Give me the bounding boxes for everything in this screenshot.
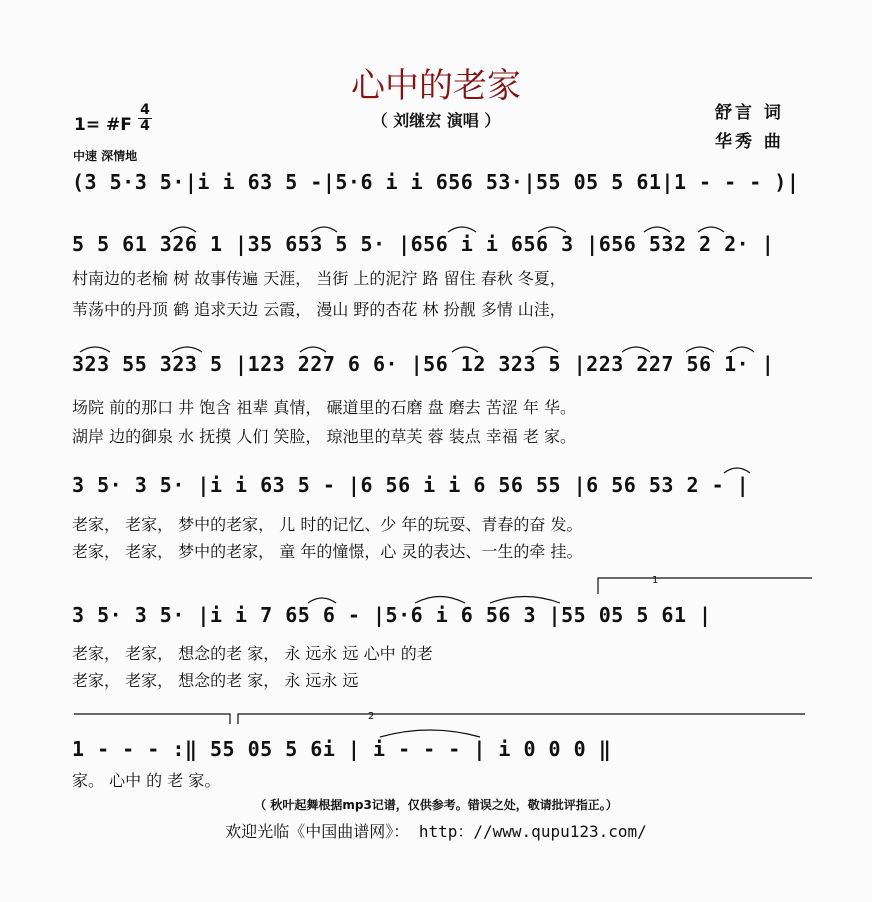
- volta-bracket-1-end: [74, 714, 230, 724]
- lyric-line-2-verse-2: 湖岸 边的御泉 水 抚摸 人们 笑脸， 琼池里的草芙 蓉 装点 幸福 老 家。: [72, 427, 576, 446]
- time-signature-bottom: 4: [140, 118, 150, 134]
- lyric-line-4-verse-1: 老家， 老家， 想念的老 家， 永 远永 远 心中 的老: [72, 644, 433, 663]
- tempo-marking: 中速 深情地: [73, 149, 138, 163]
- slur-mark: [538, 227, 566, 232]
- slur-mark: [170, 227, 196, 232]
- transcription-note: （ 秋叶起舞根据mp3记谱，仅供参考。错误之处，敬请批评指正。）: [254, 798, 618, 812]
- lyric-line-1-verse-2: 苇荡中的丹顶 鹤 追求天边 云霞， 漫山 野的杏花 林 扮靓 多情 山洼，: [72, 300, 566, 319]
- slur-mark: [724, 468, 750, 473]
- notation-line-1: 5 5 61 326 1 |35 653 5 5· |656 i i 656 3 |656 532 2 2· |: [72, 232, 775, 256]
- notation-line-intro: (3 5·3 5·|i i 63 5 -|5·6 i i 656 53·|55 05 5 61|1 - - - )|: [72, 170, 800, 194]
- volta-bracket-2: [238, 714, 805, 724]
- notation-line-5: 1 - - - :‖ 55 05 5 6i | i - - - | i 0 0 0 ‖: [72, 737, 612, 761]
- lyric-line-4-verse-2: 老家， 老家， 想念的老 家， 永 远永 远: [72, 671, 359, 690]
- time-signature-top: 4: [140, 102, 150, 118]
- slur-mark: [452, 347, 478, 352]
- lyric-line-5-verse-1: 家。 心中 的 老 家。: [72, 771, 221, 790]
- volta-number-2: 2: [368, 711, 375, 722]
- slur-mark: [730, 347, 754, 352]
- slur-mark: [686, 347, 714, 352]
- slur-mark: [698, 227, 724, 232]
- slur-mark: [490, 597, 560, 604]
- slur-mark: [172, 347, 202, 352]
- slur-mark: [300, 347, 326, 352]
- lyric-line-3-verse-1: 老家， 老家， 梦中的老家， 儿 时的记忆、少 年的玩耍、青春的奋 发。: [72, 515, 583, 534]
- volta-bracket-1: [598, 578, 812, 594]
- slur-mark: [380, 730, 480, 737]
- volta-number-1: 1: [652, 575, 659, 586]
- slur-mark: [415, 597, 465, 604]
- slur-mark: [644, 227, 670, 232]
- notation-line-3: 3 5· 3 5· |i i 63 5 - |6 56 i i 6 56 55 |6 56 53 2 - |: [72, 473, 750, 497]
- website-credit: 欢迎光临《中国曲谱网》： http：//www.qupu123.com/: [225, 822, 647, 841]
- slur-mark: [622, 347, 650, 352]
- notation-line-2: 323 55 323 5 |123 227 6 6· |56 12 323 5 |223 227 56 1· |: [72, 352, 775, 376]
- slur-mark: [308, 598, 336, 603]
- key-signature: 1= #F: [74, 115, 132, 135]
- composer-credit: 华秀 曲: [715, 132, 784, 152]
- slur-mark: [311, 227, 337, 232]
- slur-mark: [448, 227, 476, 232]
- lyric-line-3-verse-2: 老家， 老家， 梦中的老家， 童 年的憧憬，心 灵的表达、一生的牵 挂。: [72, 542, 583, 561]
- lyric-line-2-verse-1: 场院 前的那口 井 饱含 祖辈 真情， 碾道里的石磨 盘 磨去 苦涩 年 华。: [72, 398, 576, 417]
- song-title: 心中的老家: [351, 66, 521, 106]
- lyric-line-1-verse-1: 村南边的老榆 树 故事传遍 天涯， 当街 上的泥泞 路 留住 春秋 冬夏，: [72, 269, 566, 288]
- lyricist-credit: 舒言 词: [715, 103, 784, 123]
- slur-mark: [80, 347, 110, 352]
- performer-credit: （ 刘继宏 演唱 ）: [371, 111, 501, 130]
- slur-mark: [532, 347, 558, 352]
- notation-line-4: 3 5· 3 5· |i i 7 65 6 - |5·6 i 6 56 3 |55 05 5 61 |: [72, 603, 712, 627]
